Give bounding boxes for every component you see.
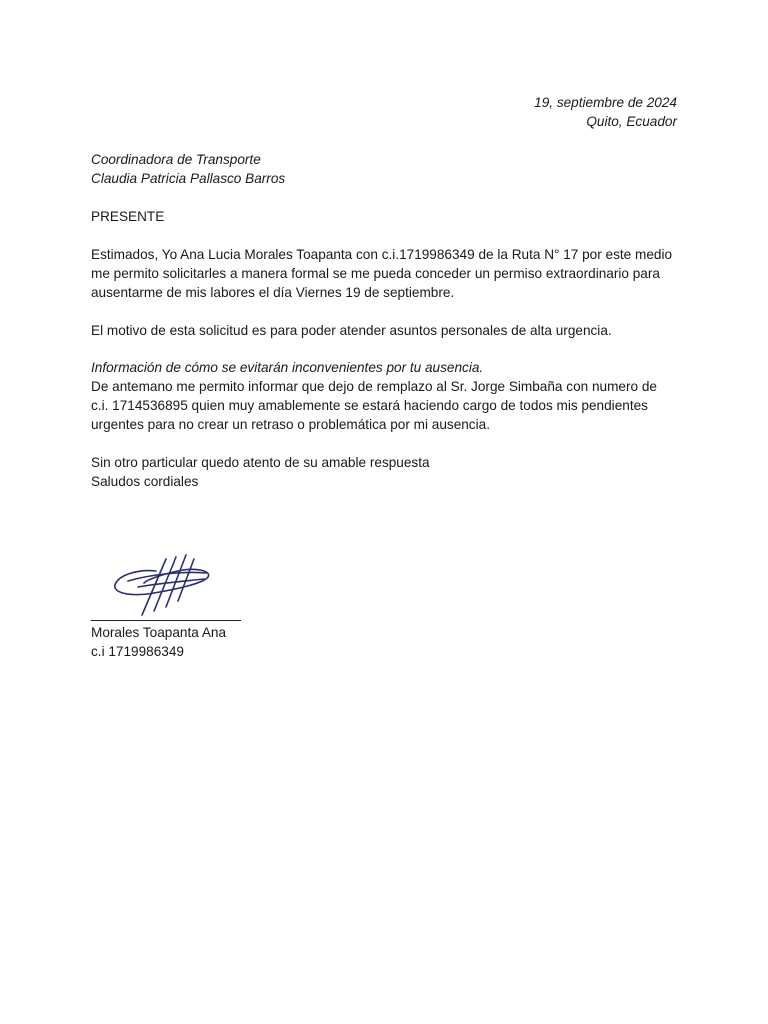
- letter-place: Quito, Ecuador: [586, 114, 677, 129]
- closing-line-1: Sin otro particular quedo atento de su amable respuesta: [91, 455, 430, 470]
- salutation: PRESENTE: [91, 209, 165, 224]
- signature-scribble: [108, 553, 218, 619]
- letter-date: 19, septiembre de 2024: [534, 95, 677, 110]
- recipient-name: Claudia Patricia Pallasco Barros: [91, 171, 286, 186]
- paragraph-3-heading: Información de cómo se evitarán inconvenientes por tu ausencia.: [91, 360, 484, 375]
- paragraph-3-line-3: urgentes para no crear un retraso o problemática por mi ausencia.: [91, 417, 490, 432]
- handwritten-signature: [108, 553, 218, 619]
- signature-line: [91, 620, 241, 621]
- paragraph-1-line-3: ausentarme de mis labores el día Viernes 19 de septiembre.: [91, 285, 455, 300]
- paragraph-1-line-1: Estimados, Yo Ana Lucia Morales Toapanta con c.i.1719986349 de la Ruta N° 17 por este medio: [91, 247, 673, 262]
- signer-name: Morales Toapanta Ana: [91, 625, 227, 640]
- closing-line-2: Saludos cordiales: [91, 474, 199, 489]
- paragraph-3-line-1: De antemano me permito informar que dejo de remplazo al Sr. Jorge Simbaña con numero de: [91, 379, 657, 394]
- paragraph-2: El motivo de esta solicitud es para poder atender asuntos personales de alta urgencia.: [91, 323, 612, 338]
- signer-id: c.i 1719986349: [91, 644, 184, 659]
- recipient-role: Coordinadora de Transporte: [91, 152, 261, 167]
- paragraph-3-line-2: c.i. 1714536895 quien muy amablemente se estará haciendo cargo de todos mis pendientes: [91, 398, 648, 413]
- paragraph-1-line-2: me permito solicitarles a manera formal se me pueda conceder un permiso extraordinario para: [91, 266, 660, 281]
